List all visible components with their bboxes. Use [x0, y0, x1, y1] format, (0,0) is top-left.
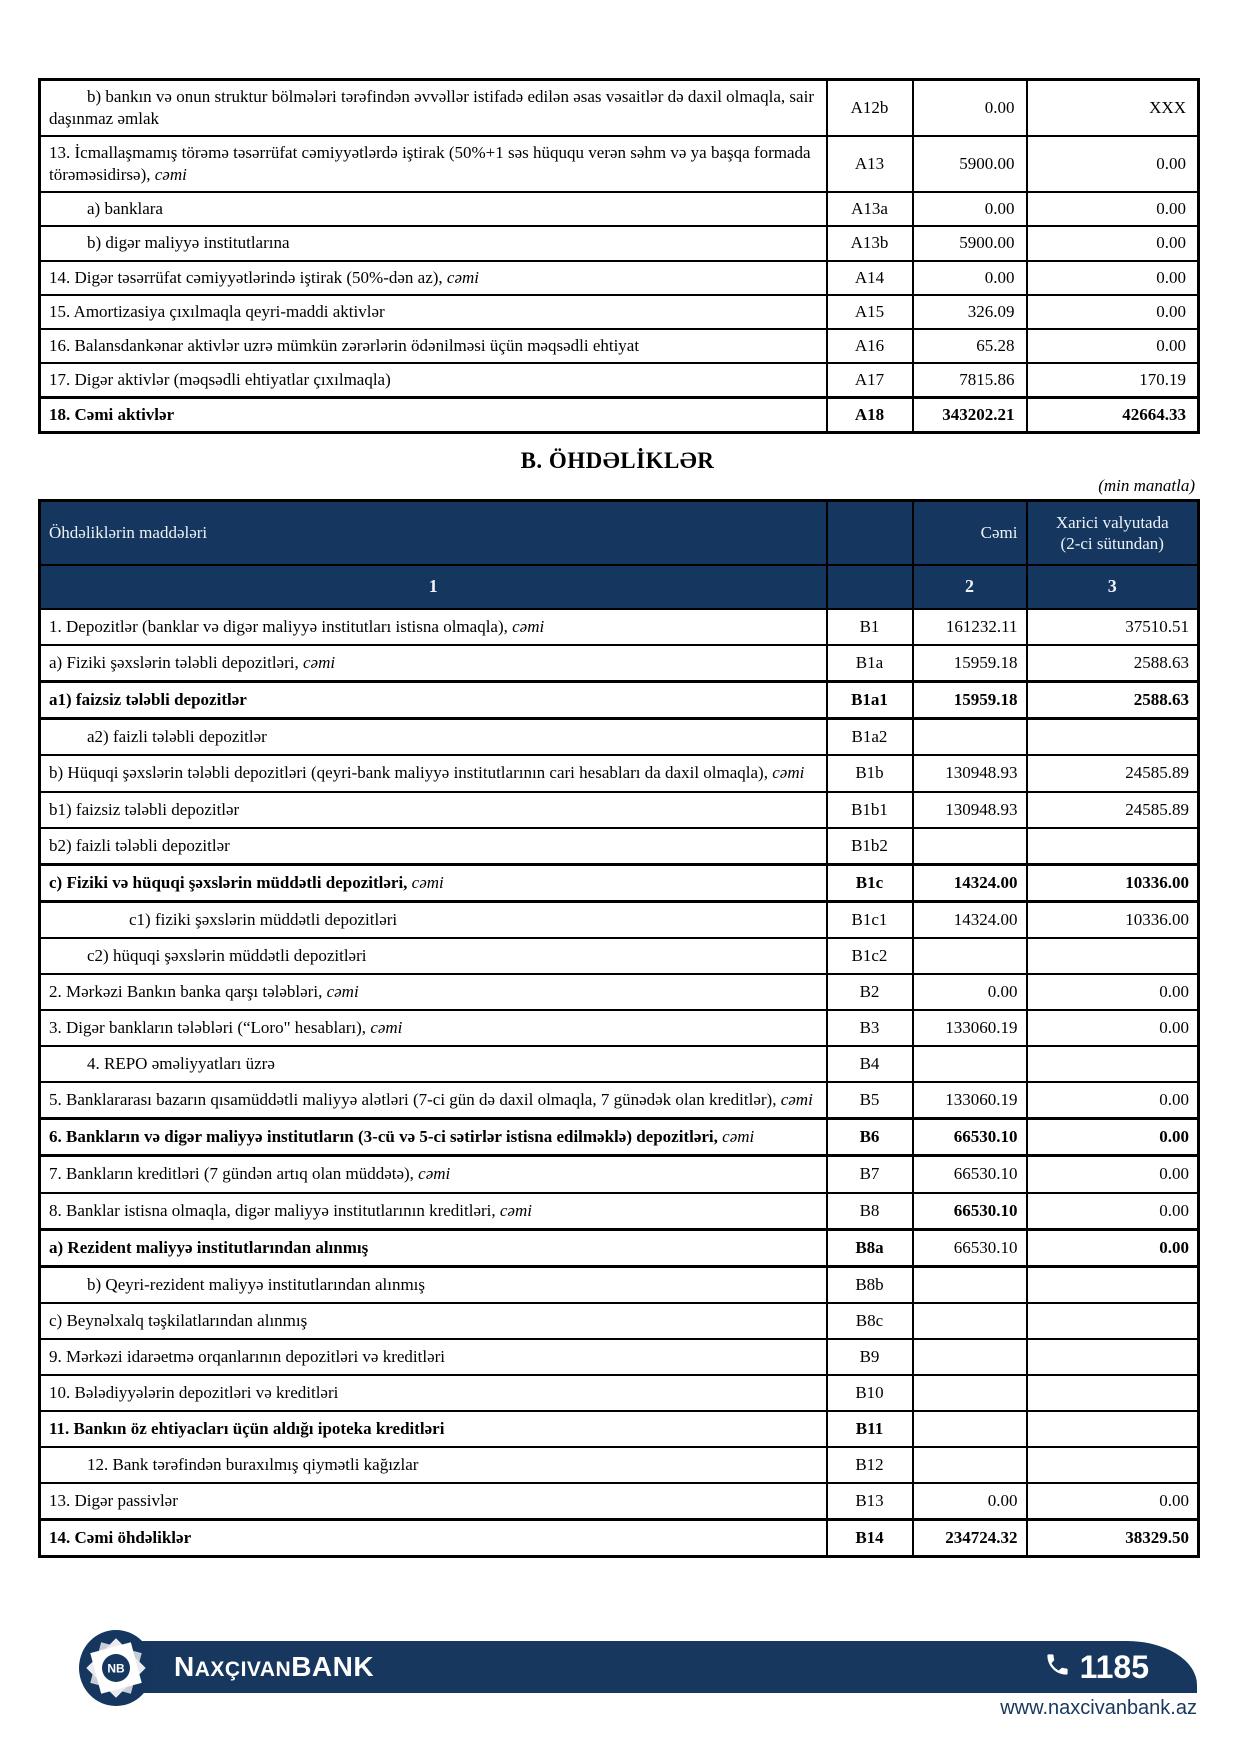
row-label: a2) faizli tələbli depozitlər — [87, 727, 267, 747]
brand-wordmark — [174, 1651, 374, 1683]
section-title: B. ÖHDƏLİKLƏR — [520, 448, 715, 474]
header-row-labels — [40, 501, 1199, 566]
table-row — [40, 609, 1199, 645]
table-row — [40, 1046, 1199, 1082]
row-fx-cell: 10336.00 — [1027, 901, 1199, 938]
header-items-cell: Öhdəliklərin maddələri — [40, 501, 827, 566]
row-label-suffix: cəmi — [370, 1018, 403, 1038]
row-label-cell — [40, 1520, 827, 1557]
table-row — [40, 1520, 1199, 1557]
row-total-cell: 66530.10 — [913, 1156, 1027, 1193]
row-code-cell: B8c — [827, 1303, 913, 1339]
row-label-cell — [40, 645, 827, 682]
row-fx-cell: 0.00 — [1027, 295, 1199, 329]
row-label-cell — [40, 192, 827, 226]
table-row — [40, 645, 1199, 682]
row-code-cell: B13 — [827, 1483, 913, 1520]
row-fx-cell: XXX — [1027, 80, 1199, 137]
row-code-cell: B1a2 — [827, 719, 913, 756]
header-fx-line1: Xarici valyutada — [1055, 512, 1169, 532]
row-label-cell — [40, 136, 827, 192]
row-fx-cell: 37510.51 — [1027, 609, 1199, 645]
row-label-cell — [40, 755, 827, 791]
header-colnum-1: 1 — [40, 565, 827, 609]
row-label: 13. Digər passivlər — [49, 1491, 178, 1511]
row-code-cell: B8b — [827, 1266, 913, 1303]
table-row — [40, 1010, 1199, 1046]
row-label: 10. Bələdiyyələrin depozitləri və kreditləri — [49, 1383, 339, 1402]
row-code-cell: B1c — [827, 864, 913, 901]
table-row — [40, 1375, 1199, 1411]
table-row — [40, 792, 1199, 828]
row-label: 16. Balansdankənar aktivlər uzrə mümkün zərərlərin ödənilməsi üçün məqsədli ehtiyat — [49, 335, 640, 355]
bank-logo-icon — [78, 1629, 154, 1707]
row-label: 5. Banklararası bazarın qısamüddətli maliyyə alətləri (7-ci gün də daxil olmaqla, 7 günədək olan kreditlər), — [49, 1090, 781, 1110]
phone-block — [1044, 1649, 1149, 1686]
row-code-cell: A13b — [827, 226, 913, 260]
row-label-cell — [40, 901, 827, 938]
row-code-cell: B1a1 — [827, 682, 913, 719]
row-label-cell — [40, 1266, 827, 1303]
row-label: 3. Digər bankların tələbləri (“Loro" hesabları), — [49, 1018, 371, 1038]
row-label: 18. Cəmi aktivlər — [49, 404, 175, 424]
row-fx-cell: 38329.50 — [1027, 1520, 1199, 1557]
row-code-cell: B3 — [827, 1010, 913, 1046]
table-row — [40, 938, 1199, 974]
row-label: b2) faizli tələbli depozitlər — [49, 835, 230, 855]
header-colnum-2: 2 — [913, 565, 1027, 609]
row-code-cell: B8 — [827, 1193, 913, 1230]
table-row — [40, 901, 1199, 938]
row-label-cell — [40, 363, 827, 398]
row-label-suffix: cəmi — [446, 267, 480, 287]
row-label: c) Fiziki və hüquqi şəxslərin müddətli depozitləri, — [49, 872, 412, 892]
row-label: 13. İcmallaşmamış törəmə təsərrüfat cəmiyyətlərdə iştirak (50%+1 səs hüququ verən səhm və ya başqa formada törəməsidirsə), — [49, 143, 811, 185]
row-code-cell: A12b — [827, 80, 913, 137]
row-code-cell: B6 — [827, 1119, 913, 1156]
row-total-cell: 14324.00 — [913, 901, 1027, 938]
row-fx-cell: 42664.33 — [1027, 397, 1199, 432]
phone-number: 1185 — [1079, 1648, 1149, 1685]
row-code-cell: A16 — [827, 329, 913, 363]
row-fx-cell — [1027, 1375, 1199, 1411]
footer-brand-bar — [100, 1641, 1197, 1693]
row-total-cell — [913, 938, 1027, 974]
row-code-cell: B5 — [827, 1082, 913, 1119]
row-total-cell — [913, 1375, 1027, 1411]
row-fx-cell — [1027, 1339, 1199, 1375]
header-code-cell — [827, 501, 913, 566]
row-label-cell — [40, 864, 827, 901]
row-fx-cell: 24585.89 — [1027, 755, 1199, 791]
row-fx-cell: 0.00 — [1027, 192, 1199, 226]
table-row — [40, 1193, 1199, 1230]
row-fx-cell: 170.19 — [1027, 363, 1199, 398]
row-code-cell: B1b — [827, 755, 913, 791]
row-label: 9. Mərkəzi idarəetmə orqanlarının depozitləri və kreditləri — [49, 1346, 446, 1366]
row-label-cell — [40, 329, 827, 363]
row-label: a) Fiziki şəxslərin tələbli depozitləri, — [49, 653, 303, 673]
row-label-cell — [40, 1193, 827, 1230]
row-total-cell: 15959.18 — [913, 645, 1027, 682]
row-code-cell: B14 — [827, 1520, 913, 1557]
unit-note: (min manatla) — [1098, 476, 1195, 496]
row-label-suffix: cəmi — [722, 1127, 755, 1147]
row-label: 6. Bankların və digər maliyyə institutların (3-cü və 5-ci sətirlər istisna edilməklə) depozitləri, — [49, 1127, 723, 1147]
logo-monogram: NB — [107, 1661, 125, 1676]
row-label-cell — [40, 226, 827, 260]
table-row — [40, 261, 1199, 295]
table-row — [40, 682, 1199, 719]
row-fx-cell: 0.00 — [1027, 1229, 1199, 1266]
row-label: 14. Digər təsərrüfat cəmiyyətlərində iştirak (50%-dən az), — [49, 267, 447, 287]
row-label: c1) fiziki şəxslərin müddətli depozitləri — [129, 909, 398, 929]
row-label: 15. Amortizasiya çıxılmaqla qeyri-maddi aktivlər — [49, 301, 385, 321]
header-colnum-3: 3 — [1027, 565, 1199, 609]
row-total-cell: 5900.00 — [913, 136, 1027, 192]
table-row — [40, 1119, 1199, 1156]
row-total-cell: 133060.19 — [913, 1082, 1027, 1119]
table-row — [40, 974, 1199, 1010]
row-label-suffix: cəmi — [418, 1164, 451, 1184]
row-fx-cell: 0.00 — [1027, 1082, 1199, 1119]
table-row — [40, 192, 1199, 226]
table-row — [40, 1447, 1199, 1483]
row-fx-cell: 0.00 — [1027, 329, 1199, 363]
row-total-cell: 14324.00 — [913, 864, 1027, 901]
row-total-cell — [913, 1303, 1027, 1339]
row-code-cell: A15 — [827, 295, 913, 329]
row-label-cell — [40, 261, 827, 295]
row-label-suffix: cəmi — [302, 653, 336, 673]
table-row — [40, 80, 1199, 137]
row-fx-cell: 10336.00 — [1027, 864, 1199, 901]
row-label-suffix: cəmi — [326, 981, 359, 1001]
row-label: 14. Cəmi öhdəliklər — [49, 1528, 192, 1548]
row-total-cell: 0.00 — [913, 1483, 1027, 1520]
table-row — [40, 397, 1199, 432]
header-fx-cell — [1027, 501, 1199, 566]
row-label-cell — [40, 1411, 827, 1447]
report-content — [38, 78, 1197, 1558]
row-fx-cell: 0.00 — [1027, 261, 1199, 295]
row-total-cell — [913, 1339, 1027, 1375]
row-fx-cell — [1027, 1303, 1199, 1339]
row-total-cell: 5900.00 — [913, 226, 1027, 260]
row-fx-cell: 0.00 — [1027, 226, 1199, 260]
row-label: a1) faizsiz tələbli depozitlər — [49, 690, 247, 710]
table-row — [40, 1483, 1199, 1520]
row-fx-cell: 0.00 — [1027, 136, 1199, 192]
row-label: 4. REPO əməliyyatları üzrə — [87, 1054, 275, 1074]
row-total-cell: 66530.10 — [913, 1229, 1027, 1266]
row-fx-cell: 0.00 — [1027, 1156, 1199, 1193]
row-total-cell: 130948.93 — [913, 792, 1027, 828]
row-fx-cell — [1027, 1046, 1199, 1082]
row-total-cell: 0.00 — [913, 192, 1027, 226]
phone-receiver-icon — [1044, 1651, 1071, 1683]
table-row — [40, 719, 1199, 756]
row-fx-cell: 0.00 — [1027, 1119, 1199, 1156]
row-fx-cell: 0.00 — [1027, 1010, 1199, 1046]
row-fx-cell: 2588.63 — [1027, 682, 1199, 719]
row-fx-cell: 0.00 — [1027, 1483, 1199, 1520]
table-row — [40, 755, 1199, 791]
row-label-cell — [40, 397, 827, 432]
row-total-cell: 326.09 — [913, 295, 1027, 329]
liabilities-table — [38, 499, 1200, 1558]
row-label-cell — [40, 682, 827, 719]
row-total-cell: 65.28 — [913, 329, 1027, 363]
row-code-cell: A13a — [827, 192, 913, 226]
row-total-cell: 7815.86 — [913, 363, 1027, 398]
row-label-suffix: cəmi — [772, 763, 805, 783]
row-label-cell — [40, 1082, 827, 1119]
row-code-cell: B10 — [827, 1375, 913, 1411]
table-row — [40, 363, 1199, 398]
row-total-cell: 130948.93 — [913, 755, 1027, 791]
row-label: c2) hüquqi şəxslərin müddətli depozitləri — [87, 945, 367, 965]
row-total-cell: 133060.19 — [913, 1010, 1027, 1046]
row-code-cell: B1b1 — [827, 792, 913, 828]
table-row — [40, 329, 1199, 363]
row-fx-cell — [1027, 1447, 1199, 1483]
row-total-cell: 234724.32 — [913, 1520, 1027, 1557]
row-label-cell — [40, 1156, 827, 1193]
table-row — [40, 1229, 1199, 1266]
row-code-cell: B1 — [827, 609, 913, 645]
row-label-cell — [40, 974, 827, 1010]
row-fx-cell: 24585.89 — [1027, 792, 1199, 828]
row-label: b) Qeyri-rezident maliyyə institutlarından alınmış — [87, 1274, 426, 1294]
row-code-cell: B2 — [827, 974, 913, 1010]
row-label: b) digər maliyyə institutlarına — [87, 233, 290, 253]
table-row — [40, 295, 1199, 329]
table-row — [40, 1156, 1199, 1193]
row-total-cell: 0.00 — [913, 261, 1027, 295]
header-total-cell: Cəmi — [913, 501, 1027, 566]
row-label-cell — [40, 1010, 827, 1046]
table-row — [40, 1339, 1199, 1375]
row-code-cell: B4 — [827, 1046, 913, 1082]
row-total-cell: 66530.10 — [913, 1119, 1027, 1156]
row-total-cell — [913, 719, 1027, 756]
row-code-cell: B1c2 — [827, 938, 913, 974]
row-label-cell — [40, 792, 827, 828]
row-total-cell: 0.00 — [913, 974, 1027, 1010]
row-label: 8. Banklar istisna olmaqla, digər maliyyə institutlarının kreditləri, — [49, 1200, 500, 1220]
row-label-suffix: cəmi — [499, 1200, 532, 1220]
row-label-cell — [40, 719, 827, 756]
row-total-cell — [913, 1411, 1027, 1447]
row-label-cell — [40, 828, 827, 865]
row-code-cell: B1c1 — [827, 901, 913, 938]
row-label-cell — [40, 1229, 827, 1266]
row-label-cell — [40, 1447, 827, 1483]
row-fx-cell: 0.00 — [1027, 974, 1199, 1010]
row-label-cell — [40, 1303, 827, 1339]
row-fx-cell: 0.00 — [1027, 1193, 1199, 1230]
website-link[interactable]: www.naxcivanbank.az — [1000, 1697, 1197, 1719]
row-total-cell: 343202.21 — [913, 397, 1027, 432]
table-row — [40, 864, 1199, 901]
row-total-cell — [913, 828, 1027, 865]
table-row — [40, 1082, 1199, 1119]
row-label-suffix: cəmi — [512, 617, 545, 637]
row-label-cell — [40, 1046, 827, 1082]
row-label-cell — [40, 80, 827, 137]
table-row — [40, 828, 1199, 865]
row-code-cell: A18 — [827, 397, 913, 432]
row-label: b) Hüquqi şəxslərin tələbli depozitləri (qeyri-bank maliyyə institutlarının cari hesabları da daxil olmaqla), — [49, 763, 773, 783]
row-label-cell — [40, 938, 827, 974]
row-code-cell: A17 — [827, 363, 913, 398]
row-fx-cell — [1027, 1411, 1199, 1447]
brand-mid: AXÇIVAN — [194, 1658, 292, 1681]
row-label: 11. Bankın öz ehtiyacları üçün aldığı ipoteka kreditləri — [49, 1419, 445, 1439]
row-label-cell — [40, 1339, 827, 1375]
row-code-cell: B11 — [827, 1411, 913, 1447]
row-label: 7. Bankların kreditləri (7 gündən artıq olan müddətə), — [49, 1164, 419, 1184]
row-label: 17. Digər aktivlər (məqsədli ehtiyatlar çıxılmaqla) — [49, 369, 391, 389]
row-total-cell — [913, 1266, 1027, 1303]
table-row — [40, 226, 1199, 260]
row-label-cell — [40, 295, 827, 329]
row-label: b) bankın və onun struktur bölmələri tərəfindən əvvəllər istifadə edilən əsas vəsaitlər də daxil olmaqla, sair daşınmaz əmlak — [49, 87, 814, 129]
row-label-cell — [40, 1119, 827, 1156]
brand-last: BANK — [291, 1651, 375, 1682]
row-total-cell — [913, 1046, 1027, 1082]
header-row-numbers — [40, 565, 1199, 609]
row-code-cell: A14 — [827, 261, 913, 295]
row-label: a) Rezident maliyyə institutlarından alınmış — [49, 1237, 369, 1257]
row-label-suffix: cəmi — [780, 1090, 813, 1110]
row-code-cell: B1a — [827, 645, 913, 682]
row-total-cell — [913, 1447, 1027, 1483]
header-fx-line2: (2-ci sütundan) — [1060, 534, 1164, 554]
table-row — [40, 1266, 1199, 1303]
row-code-cell: B8a — [827, 1229, 913, 1266]
row-fx-cell — [1027, 828, 1199, 865]
row-total-cell: 0.00 — [913, 80, 1027, 137]
table-row — [40, 1411, 1199, 1447]
row-label-cell — [40, 609, 827, 645]
row-code-cell: A13 — [827, 136, 913, 192]
row-label: a) banklara — [87, 199, 163, 219]
row-label-suffix: cəmi — [154, 165, 187, 185]
row-label: 2. Mərkəzi Bankın banka qarşı tələbləri, — [49, 981, 327, 1001]
row-label: 1. Depozitlər (banklar və digər maliyyə institutları istisna olmaqla), — [49, 617, 513, 637]
row-code-cell: B12 — [827, 1447, 913, 1483]
row-total-cell: 66530.10 — [913, 1193, 1027, 1230]
row-label: 12. Bank tərəfindən buraxılmış qiymətli kağızlar — [87, 1455, 419, 1475]
row-fx-cell — [1027, 719, 1199, 756]
row-label: c) Beynəlxalq təşkilatlarından alınmış — [49, 1310, 308, 1330]
row-label: b1) faizsiz tələbli depozitlər — [49, 799, 240, 819]
brand-first: N — [174, 1651, 195, 1682]
row-total-cell: 161232.11 — [913, 609, 1027, 645]
liabilities-table-header — [40, 501, 1199, 610]
row-label-cell — [40, 1483, 827, 1520]
row-label-cell — [40, 1375, 827, 1411]
row-fx-cell: 2588.63 — [1027, 645, 1199, 682]
header-colnum-blank — [827, 565, 913, 609]
table-row — [40, 136, 1199, 192]
row-label-suffix: cəmi — [411, 872, 444, 892]
row-code-cell: B1b2 — [827, 828, 913, 865]
row-code-cell: B9 — [827, 1339, 913, 1375]
row-code-cell: B7 — [827, 1156, 913, 1193]
row-fx-cell — [1027, 938, 1199, 974]
assets-table — [38, 78, 1200, 434]
table-row — [40, 1303, 1199, 1339]
row-total-cell: 15959.18 — [913, 682, 1027, 719]
row-fx-cell — [1027, 1266, 1199, 1303]
